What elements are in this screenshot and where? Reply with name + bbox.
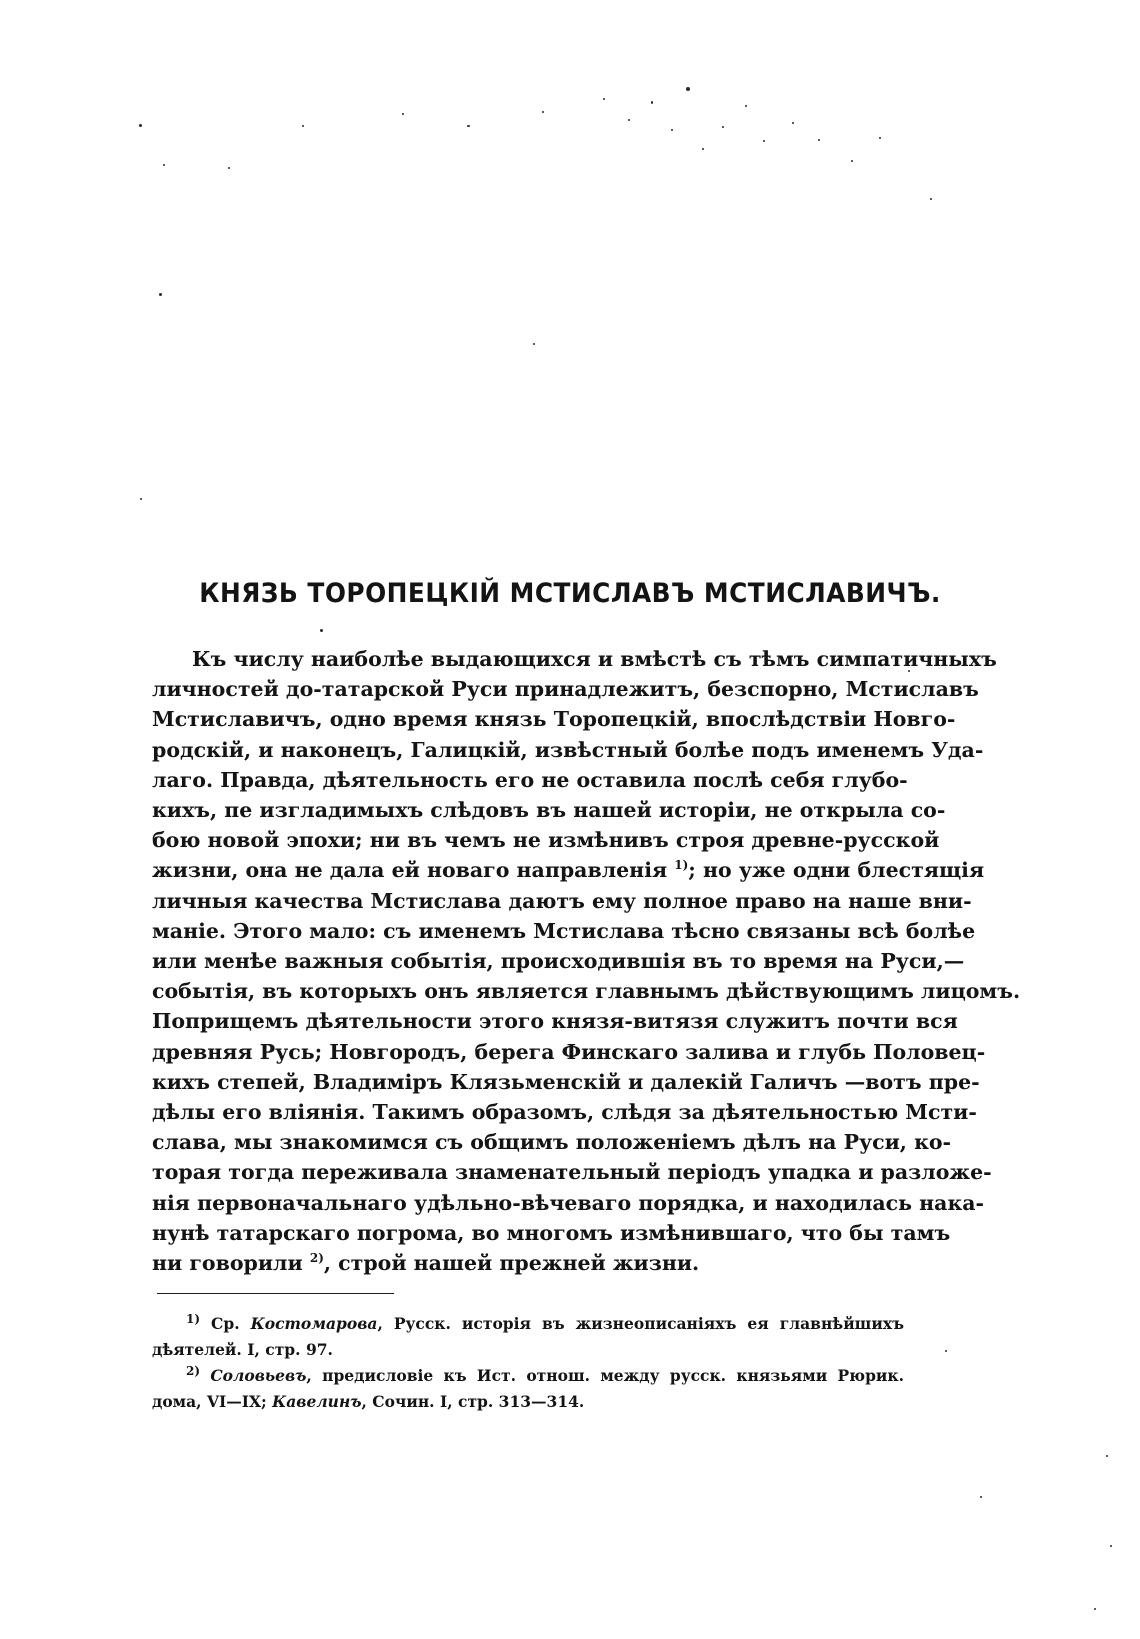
text-line: торая тогда переживала знаменательный періодъ упадка и разложе- <box>152 1160 992 1185</box>
page-title: КНЯЗЬ ТОРОПЕЦКІЙ МСТИСЛАВЪ МСТИСЛАВИЧЪ. <box>199 578 941 609</box>
scan-speck <box>163 164 165 166</box>
text-line: древняя Русь; Новгородъ, берега Финскаго залива и глубь Половец- <box>152 1039 986 1064</box>
footnotes <box>152 1311 904 1415</box>
footnote-mark: 1) <box>186 1311 201 1326</box>
footnote-ref-1: 1) <box>674 858 689 873</box>
scan-speck <box>722 126 724 128</box>
footnote-mark: 2) <box>186 1363 201 1378</box>
scan-speck <box>1110 1545 1112 1547</box>
text-line: нунѣ татарскаго погрома, во многомъ измѣнившаго, что бы тамъ <box>152 1220 951 1245</box>
text-line: Къ числу наиболѣе выдающихся и вмѣстѣ съ тѣмъ симпатичныхъ <box>192 647 997 671</box>
footnote-ref-2: 2) <box>309 1251 324 1266</box>
text-line: личныя качества Мстислава даютъ ему полное право на наше вни- <box>152 888 972 913</box>
scan-speck <box>139 124 142 127</box>
footnote-text: , предисловіе къ Ист. отнош. между русск. князьями Рюрик. <box>306 1366 904 1385</box>
text-line: нія первоначальнаго удѣльно-вѣчеваго порядка, и находилась нака- <box>152 1190 985 1215</box>
scan-speck <box>628 119 630 121</box>
scan-speck <box>302 125 304 127</box>
scan-speck <box>980 1496 982 1498</box>
scan-speck <box>1106 1455 1108 1457</box>
footnote-2 <box>152 1363 904 1389</box>
footnote-text: Ср. <box>211 1314 240 1333</box>
text-line: кихъ степей, Владиміръ Клязьменскій и далекій Галичъ —вотъ пре- <box>152 1069 980 1094</box>
scan-speck <box>818 139 820 141</box>
footnote-author: Костомарова <box>250 1314 378 1333</box>
scan-speck <box>542 111 544 113</box>
scan-speck <box>1094 1608 1096 1610</box>
text-line: бою новой эпохи; ни въ чемъ не измѣнивъ строя древне-русской <box>152 828 940 853</box>
footnote-author: Кавелинъ <box>272 1392 362 1411</box>
scan-speck <box>320 629 323 632</box>
scan-speck <box>533 343 535 345</box>
text-line <box>152 855 985 885</box>
text-line: дѣлы его вліянія. Такимъ образомъ, слѣдя за дѣятельностью Мсти- <box>152 1100 977 1125</box>
scan-speck <box>467 125 470 127</box>
scan-speck <box>159 293 162 296</box>
footnote-1 <box>152 1311 904 1337</box>
scan-speck <box>686 87 690 91</box>
footnote-1-cont: дѣятелей. I, стр. 97. <box>152 1340 333 1359</box>
text-fragment: , строй нашей прежней жизни. <box>323 1251 700 1276</box>
text-line: или менѣе важныя событія, происходившія въ то время на Руси,— <box>152 949 965 974</box>
scan-speck <box>702 148 704 150</box>
text-fragment: жизни, она не дала ей новаго направленія <box>152 858 668 883</box>
scan-speck <box>402 113 404 115</box>
scan-speck <box>792 122 794 124</box>
text-line <box>152 1248 904 1278</box>
scan-speck <box>930 198 932 200</box>
text-line: личностей до-татарской Руси принадлежитъ, безспорно, Мстиславъ <box>152 677 979 702</box>
text-line: кихъ, пе изгладимыхъ слѣдовъ въ нашей исторіи, не открыла со- <box>152 798 946 823</box>
scan-speck <box>671 129 673 131</box>
scan-speck <box>945 1350 947 1352</box>
scan-speck <box>603 98 605 100</box>
text-line: Мстиславичъ, одно время князь Торопецкій, впослѣдствіи Новго- <box>152 707 956 732</box>
text-line: родскій, и наконецъ, Галицкій, извѣстный болѣе подъ именемъ Уда- <box>152 737 984 762</box>
scan-speck <box>140 498 142 500</box>
scan-speck <box>879 137 881 139</box>
text-fragment: ; но уже одни блестящія <box>688 858 985 883</box>
footnote-divider <box>157 1293 394 1294</box>
footnote-text: , Сочин. I, стр. 313—314. <box>361 1392 585 1411</box>
scan-speck <box>851 160 853 162</box>
text-line: событія, въ которыхъ онъ является главнымъ дѣйствующимъ лицомъ. <box>152 979 1021 1004</box>
text-line: лаго. Правда, дѣятельность его не оставила послѣ себя глубо- <box>152 767 908 792</box>
footnote-author: Соловьевъ <box>210 1366 307 1385</box>
scan-speck <box>745 105 747 107</box>
text-line: Поприщемъ дѣятельности этого князя-витязя служитъ почти вся <box>152 1009 958 1034</box>
footnote-text: , Русск. исторія въ жизнеописаніяхъ ея главнѣйшихъ <box>377 1314 904 1333</box>
footnote-2-cont <box>152 1389 904 1415</box>
main-paragraph <box>152 644 1021 1278</box>
text-line: слава, мы знакомимся съ общимъ положеніемъ дѣлъ на Руси, ко- <box>152 1130 952 1155</box>
scan-speck <box>763 140 765 142</box>
footnote-text: дома, VI—IX; <box>152 1392 273 1411</box>
scan-speck <box>228 167 230 169</box>
text-line: маніе. Этого мало: съ именемъ Мстислава тѣсно связаны всѣ болѣе <box>152 918 976 943</box>
scan-speck <box>651 101 653 104</box>
text-fragment: ни говорили <box>152 1251 303 1276</box>
